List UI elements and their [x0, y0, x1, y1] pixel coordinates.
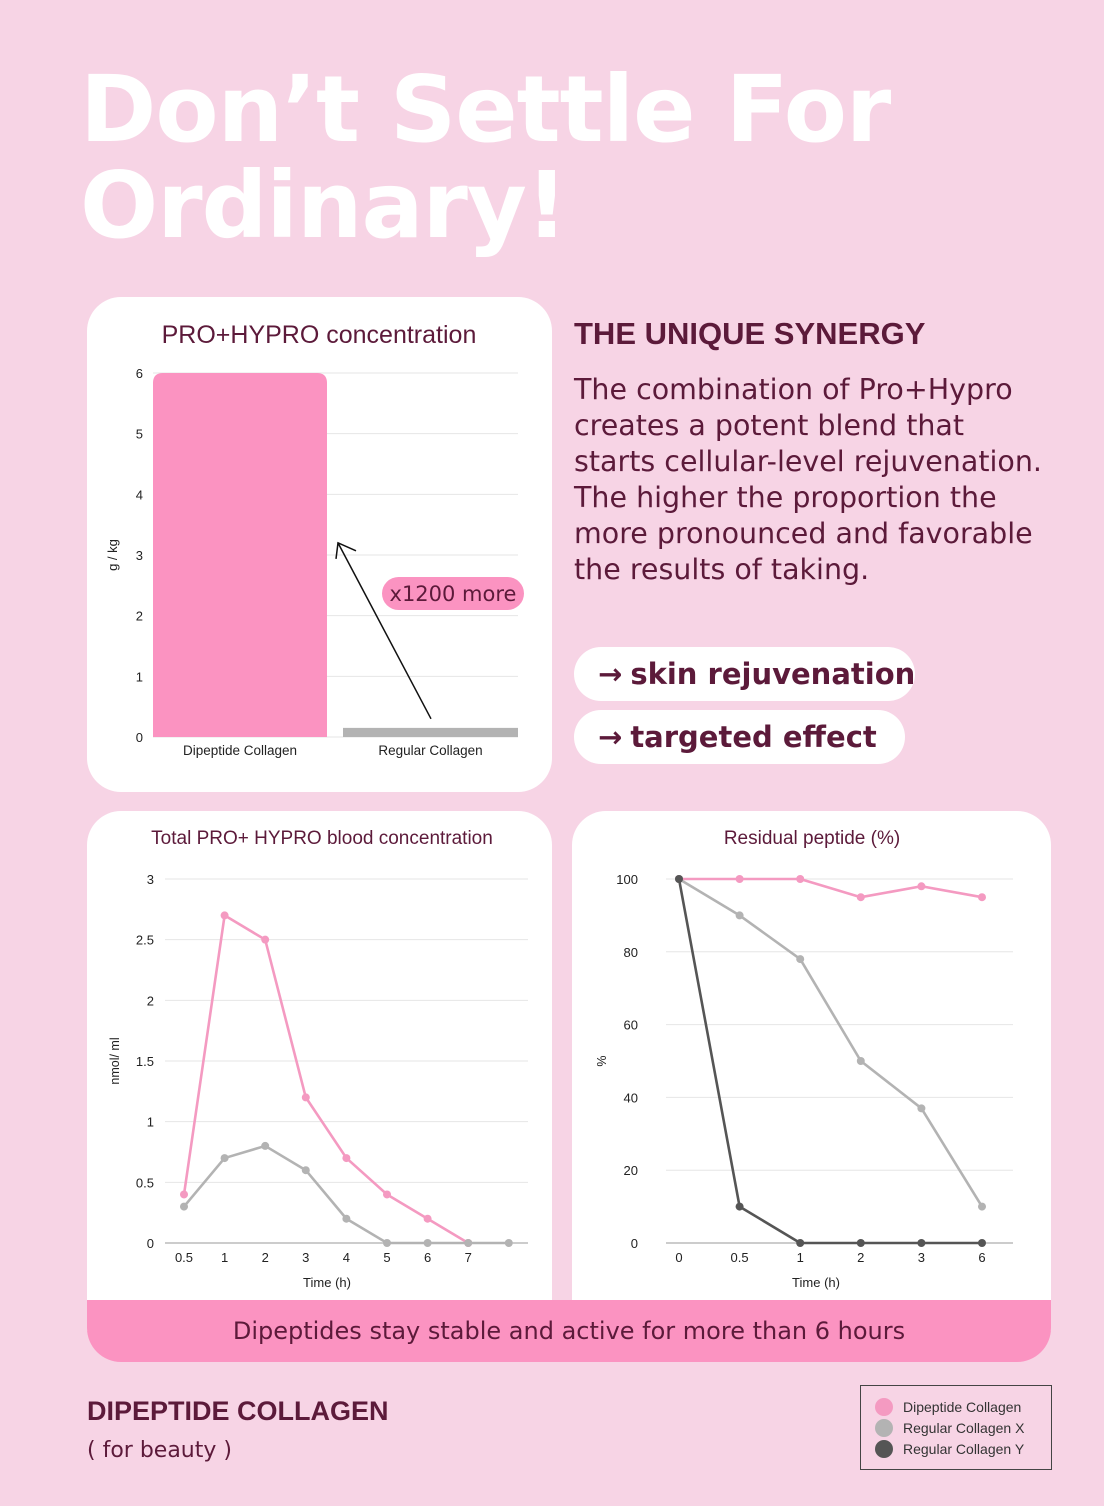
y-tick-label: 1 [146, 1114, 154, 1130]
data-point [796, 955, 804, 963]
annotation-label: x1200 more [389, 582, 517, 606]
data-point [261, 1142, 269, 1150]
data-point [978, 1239, 986, 1247]
y-tick-label: 80 [623, 944, 638, 960]
chart-title: Residual peptide (%) [723, 828, 901, 849]
residual-peptide-chart [572, 811, 1051, 1301]
y-tick-label: 40 [623, 1090, 638, 1106]
brand-name: DIPEPTIDE COLLAGEN [87, 1396, 389, 1426]
pill-label: targeted effect [630, 720, 877, 754]
x-tick-label: 3 [917, 1250, 926, 1265]
y-tick-label: 3 [146, 872, 154, 887]
data-point [342, 1154, 350, 1162]
legend-swatch [875, 1419, 893, 1437]
x-tick-label: 0.5 [730, 1250, 749, 1265]
data-point [221, 1154, 229, 1162]
data-point [180, 1190, 188, 1198]
data-point [302, 1166, 310, 1174]
y-tick-label: 1.5 [135, 1054, 154, 1069]
data-point [978, 893, 986, 901]
data-point [180, 1203, 188, 1211]
series-line [679, 879, 982, 897]
legend-label: Dipeptide Collagen [903, 1399, 1022, 1415]
data-point [736, 1203, 744, 1211]
synergy-title: THE UNIQUE SYNERGY [574, 316, 926, 351]
bar [153, 373, 327, 737]
x-tick-label: 6 [423, 1250, 432, 1265]
y-tick-label: 4 [135, 487, 143, 503]
x-tick-label: 4 [342, 1250, 351, 1265]
data-point [424, 1215, 432, 1223]
data-point [675, 875, 683, 883]
data-point [917, 1239, 925, 1247]
legend-swatch [875, 1440, 893, 1458]
y-tick-label: 20 [623, 1163, 638, 1179]
data-point [464, 1239, 472, 1247]
data-point [302, 1093, 310, 1101]
arrow-right-icon: → [598, 720, 623, 754]
chart-title: Total PRO+ HYPRO blood concentration [151, 828, 493, 849]
legend-item-dipeptide [875, 1397, 1021, 1417]
y-tick-label: 100 [616, 872, 638, 887]
data-point [424, 1239, 432, 1247]
y-axis-label: g / kg [105, 539, 120, 571]
x-tick-label: 1 [796, 1250, 804, 1265]
x-tick-label: 7 [464, 1250, 472, 1265]
legend-label: Regular Collagen X [903, 1420, 1025, 1436]
data-point [221, 911, 229, 919]
comparison-arrow [338, 543, 431, 719]
chart-title: PRO+HYPRO concentration [161, 321, 477, 349]
chart-legend [860, 1385, 1052, 1470]
blood-concentration-card [87, 811, 552, 1331]
data-point [261, 936, 269, 944]
data-point [505, 1239, 513, 1247]
x-axis-label: Time (h) [303, 1275, 351, 1290]
y-tick-label: 5 [135, 426, 143, 442]
y-tick-label: 6 [135, 366, 143, 381]
y-tick-label: 0 [135, 730, 143, 745]
bar-chart-card [87, 297, 552, 792]
bar-chart [87, 297, 552, 792]
data-point [857, 1057, 865, 1065]
stability-banner: Dipeptides stay stable and active for more than 6 hours [87, 1300, 1051, 1362]
y-tick-label: 2 [146, 993, 154, 1009]
pill-skin-rejuvenation [574, 647, 915, 701]
data-point [383, 1239, 391, 1247]
y-axis-label: nmol/ ml [108, 1037, 122, 1085]
x-tick-label: 2 [857, 1250, 865, 1265]
data-point [342, 1215, 350, 1223]
x-tick-label: Dipeptide Collagen [182, 743, 298, 758]
data-point [857, 1239, 865, 1247]
data-point [796, 1239, 804, 1247]
brand-subtitle: ( for beauty ) [87, 1438, 232, 1463]
headline [80, 56, 980, 259]
x-tick-label: 2 [261, 1250, 269, 1265]
data-point [917, 1104, 925, 1112]
legend-item-regular-y [875, 1439, 1024, 1459]
x-axis-label: Time (h) [792, 1275, 840, 1290]
x-tick-label: 0.5 [174, 1250, 194, 1265]
x-tick-label: 0 [675, 1250, 683, 1265]
y-tick-label: 0 [146, 1236, 154, 1251]
data-point [383, 1190, 391, 1198]
pill-targeted-effect [574, 710, 905, 764]
arrow-right-icon: → [598, 657, 623, 691]
legend-item-regular-x [875, 1418, 1024, 1438]
y-tick-label: 2.5 [135, 932, 154, 948]
x-tick-label: Regular Collagen [378, 743, 483, 758]
data-point [857, 893, 865, 901]
headline-line-2: Ordinary! [80, 152, 567, 259]
data-point [736, 911, 744, 919]
bar [343, 728, 518, 737]
blood-concentration-chart [87, 811, 552, 1301]
data-point [796, 875, 804, 883]
data-point [736, 875, 744, 883]
legend-label: Regular Collagen Y [903, 1441, 1025, 1457]
headline-line-1: Don’t Settle For [80, 56, 891, 163]
y-tick-label: 3 [135, 548, 143, 563]
residual-peptide-card [572, 811, 1051, 1331]
y-tick-label: 0.5 [135, 1175, 154, 1191]
y-tick-label: 0 [630, 1236, 638, 1251]
x-tick-label: 5 [383, 1250, 391, 1265]
x-tick-label: 6 [978, 1250, 986, 1265]
series-line [679, 879, 982, 1207]
data-point [917, 882, 925, 890]
series-line [679, 879, 982, 1243]
pill-label: skin rejuvenation [630, 657, 916, 691]
y-tick-label: 2 [135, 608, 143, 624]
legend-swatch [875, 1398, 893, 1416]
synergy-body: The combination of Pro+Hypro creates a potent blend that starts cellular-level rejuvenation. The higher the proportion the more pronounced and favorable the results of taking. [574, 373, 1042, 586]
x-tick-label: 1 [220, 1250, 229, 1265]
data-point [978, 1203, 986, 1211]
y-axis-label: % [595, 1055, 609, 1067]
y-tick-label: 1 [135, 669, 143, 685]
y-tick-label: 60 [623, 1017, 638, 1033]
x-tick-label: 3 [302, 1250, 310, 1265]
